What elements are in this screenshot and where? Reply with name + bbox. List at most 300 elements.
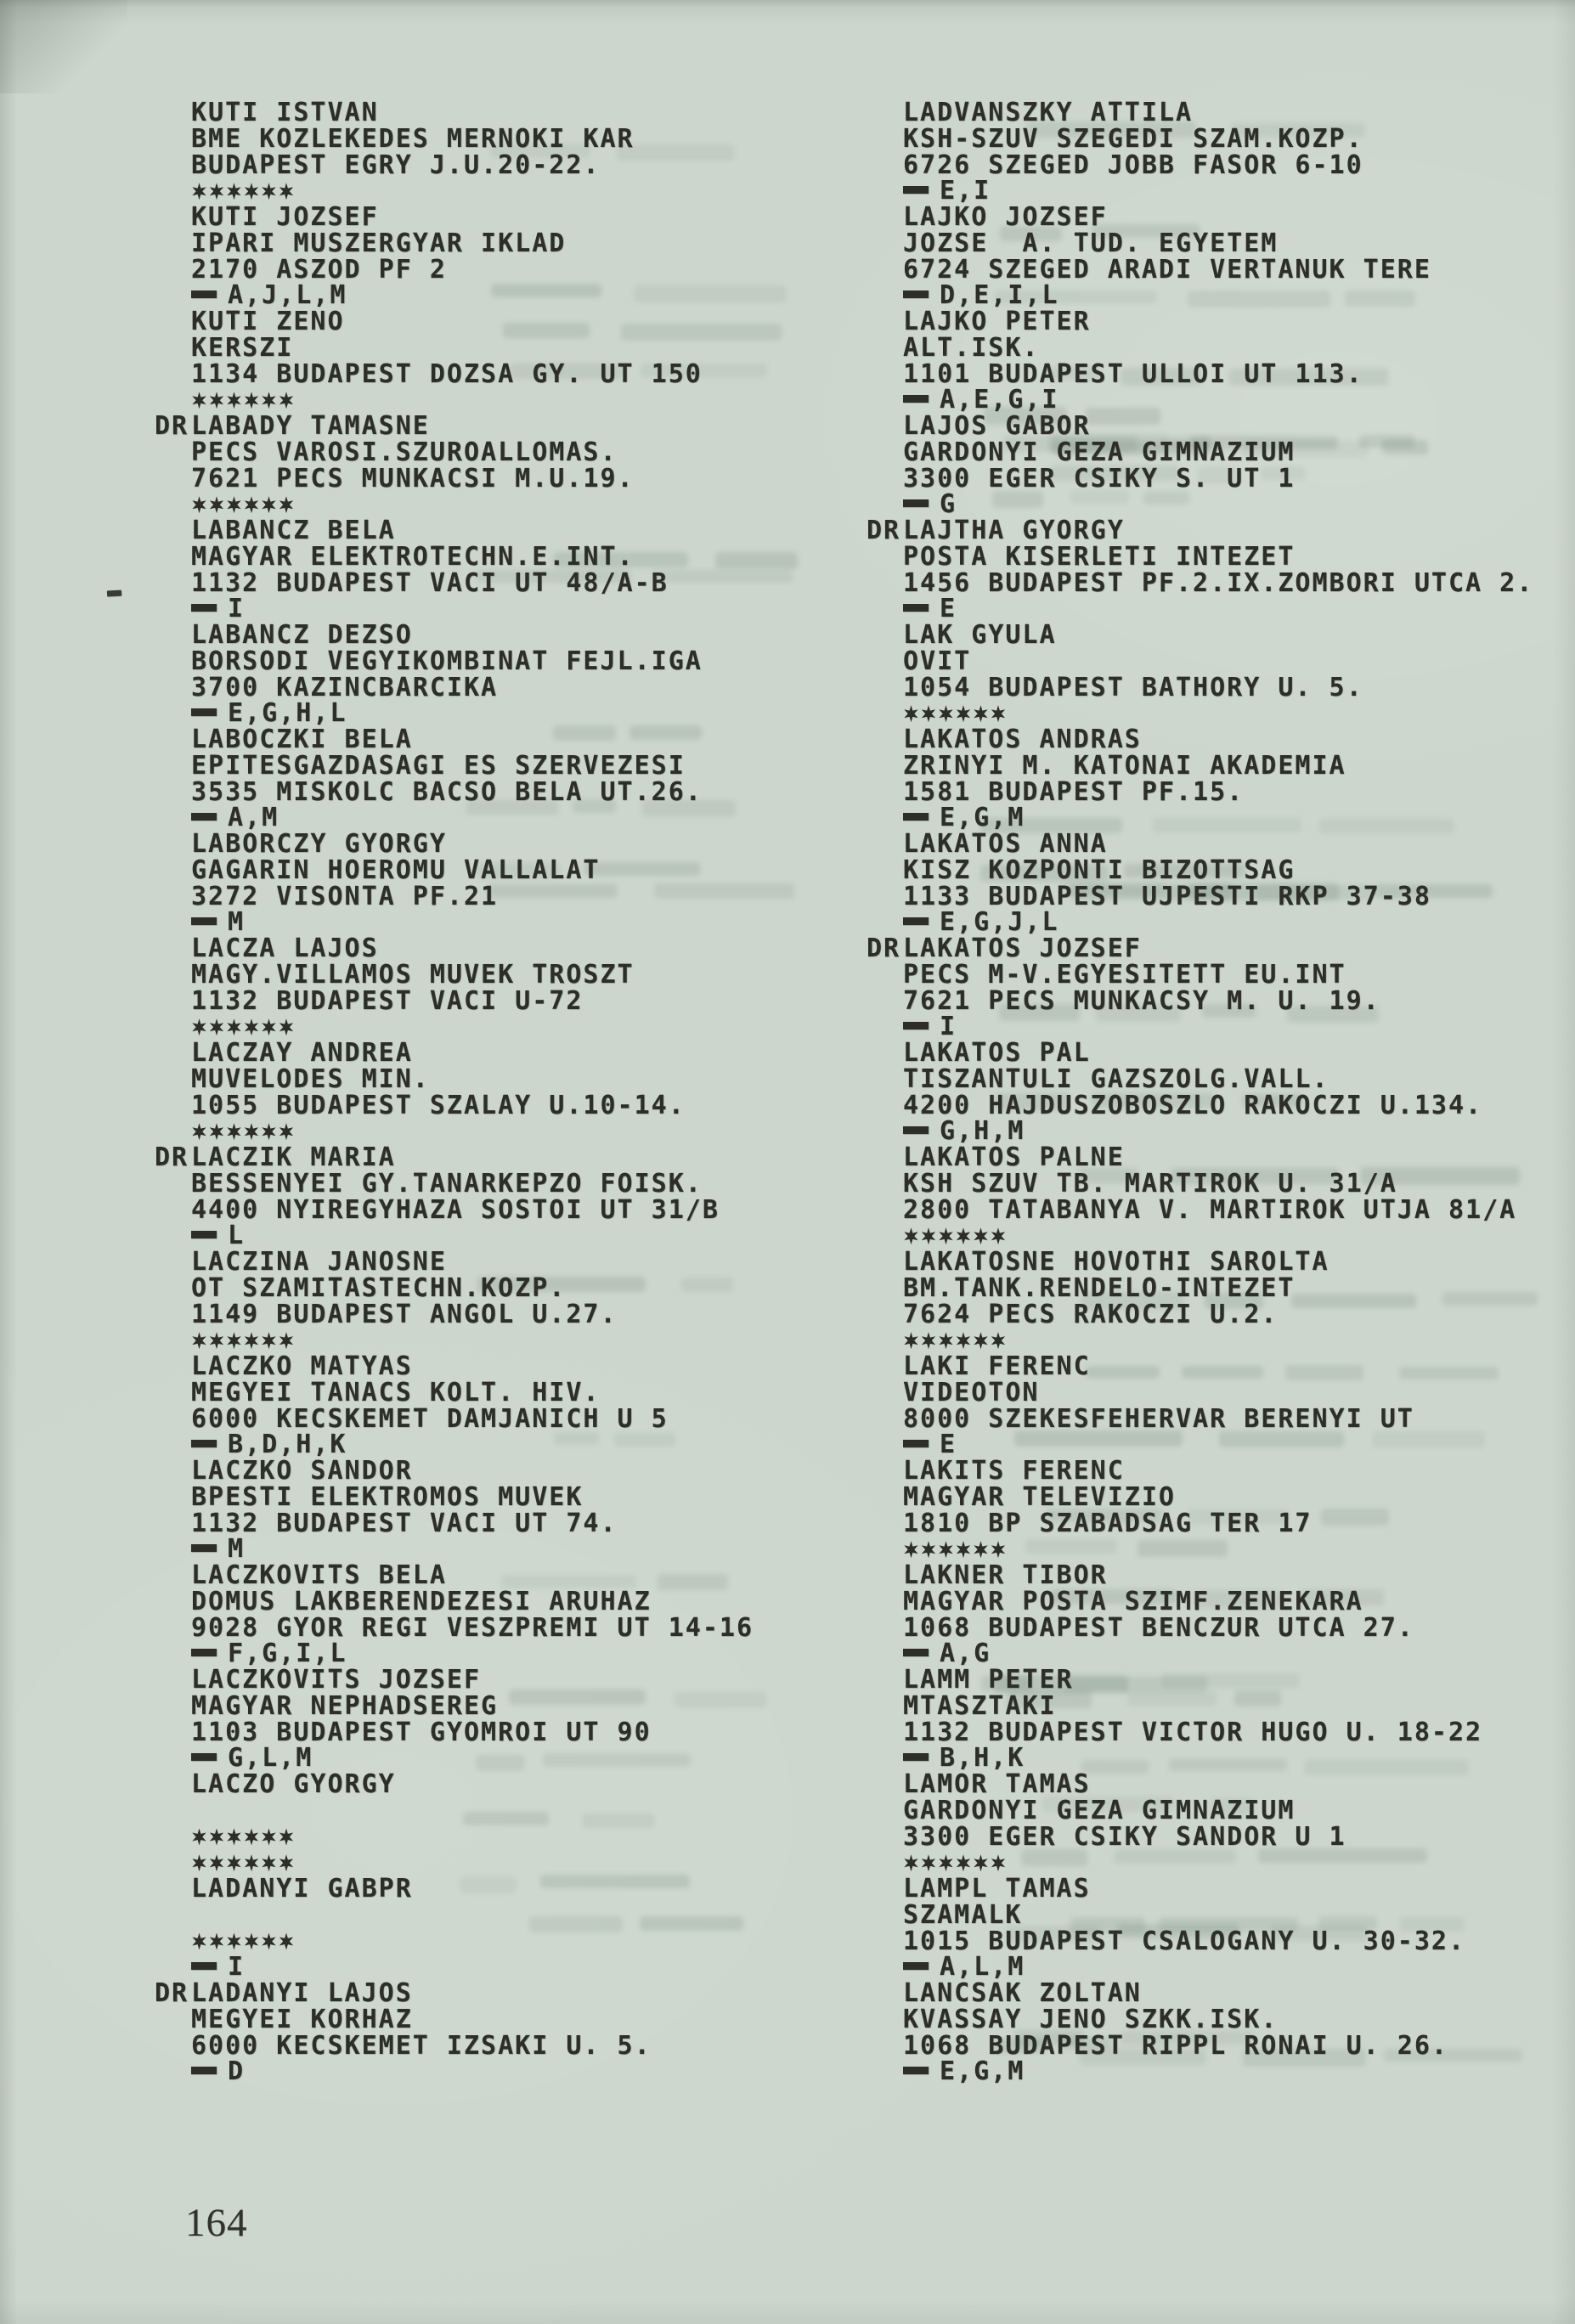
directory-text-line bbox=[191, 1063, 871, 1094]
line-text: SZAMALK bbox=[903, 1899, 1023, 1930]
directory-text-line bbox=[903, 411, 1575, 441]
separator-stars bbox=[191, 1328, 871, 1354]
code-letters: I bbox=[940, 1012, 957, 1042]
line-text: LACZKO SANDOR bbox=[191, 1456, 413, 1486]
separator-stars bbox=[903, 1223, 1575, 1249]
directory-text-line bbox=[903, 1038, 1575, 1068]
star-glyph bbox=[244, 1123, 260, 1140]
directory-text-line bbox=[191, 1377, 871, 1407]
line-text: LABANCZ BELA bbox=[191, 516, 396, 545]
directory-text-line bbox=[191, 437, 871, 467]
page-corner-shadow bbox=[0, 0, 127, 93]
directory-text-line bbox=[191, 1690, 871, 1721]
star-glyph bbox=[991, 1332, 1007, 1349]
code-letters: I bbox=[228, 594, 246, 624]
codes-line bbox=[191, 1743, 871, 1774]
line-text: 3535 MISKOLC BACSO BELA UT.26. bbox=[191, 776, 703, 807]
directory-text-line bbox=[903, 2030, 1575, 2061]
directory-text-line bbox=[191, 541, 871, 572]
code-letters: A,L,M bbox=[940, 1952, 1025, 1983]
code-letters: A,E,G,I bbox=[940, 385, 1059, 415]
star-glyph bbox=[191, 1829, 207, 1846]
blank-line bbox=[191, 1798, 871, 1825]
directory-text-line bbox=[903, 829, 1575, 859]
line-text: LAKATOSNE HOVOTHI SAROLTA bbox=[903, 1247, 1329, 1277]
separator-stars bbox=[191, 1850, 871, 1876]
directory-text-line bbox=[903, 332, 1575, 363]
dash-marker bbox=[903, 1753, 929, 1761]
star-glyph bbox=[903, 1332, 919, 1349]
directory-text-line bbox=[903, 1926, 1575, 1956]
separator-stars bbox=[191, 387, 871, 414]
directory-column-right bbox=[867, 98, 1575, 2087]
code-letters: D bbox=[228, 2056, 246, 2087]
star-glyph bbox=[209, 1829, 225, 1846]
line-text: 1456 BUDAPEST PF.2.IX.ZOMBORI UTCA 2. bbox=[903, 567, 1534, 598]
star-glyph bbox=[991, 1854, 1007, 1871]
directory-text-line bbox=[903, 1876, 1575, 1903]
line-text: 7624 PECS RAKOCZI U.2. bbox=[903, 1299, 1279, 1329]
codes-line bbox=[903, 1743, 1575, 1774]
code-letters: L bbox=[228, 1221, 246, 1251]
line-text: BPESTI ELEKTROMOS MUVEK bbox=[191, 1481, 584, 1512]
directory-text-line bbox=[191, 100, 871, 127]
star-glyph bbox=[244, 1829, 260, 1846]
line-text: 1132 BUDAPEST VACI UT 48/A-B bbox=[191, 567, 669, 598]
line-text: LAKATOS PAL bbox=[903, 1038, 1091, 1068]
directory-text-line bbox=[191, 567, 871, 598]
line-text: 8000 SZEKESFEHERVAR BERENYI UT bbox=[903, 1403, 1414, 1434]
star-glyph bbox=[921, 1332, 937, 1349]
dash-marker bbox=[903, 395, 929, 403]
directory-text-line bbox=[903, 1899, 1575, 1930]
star-glyph bbox=[261, 1854, 277, 1871]
line-text: LAKNER TIBOR bbox=[903, 1560, 1108, 1590]
line-text: 1068 BUDAPEST RIPPL RONAI U. 26. bbox=[903, 2030, 1448, 2061]
line-text: KSH-SZUV SZEGEDI SZAM.KOZP. bbox=[903, 123, 1363, 154]
line-text: PECS M-V.EGYESITETT EU.INT bbox=[903, 959, 1346, 990]
line-text: BM.TANK.RENDELO-INTEZET bbox=[903, 1272, 1296, 1303]
separator-stars bbox=[191, 1014, 871, 1041]
directory-text-line bbox=[903, 1481, 1575, 1512]
codes-line bbox=[903, 178, 1575, 205]
line-text: 1133 BUDAPEST UJPESTI RKP 37-38 bbox=[903, 881, 1431, 911]
star-glyph bbox=[209, 183, 225, 200]
directory-text-line bbox=[191, 1717, 871, 1747]
code-letters: E,G,H,L bbox=[228, 698, 347, 729]
code-letters: A,M bbox=[228, 803, 279, 833]
directory-text-line bbox=[191, 776, 871, 807]
directory-text-line bbox=[903, 985, 1575, 1016]
line-text: 1132 BUDAPEST VACI UT 74. bbox=[191, 1508, 618, 1538]
directory-text-line bbox=[191, 1090, 871, 1120]
star-glyph bbox=[279, 1829, 295, 1846]
codes-line bbox=[191, 2056, 871, 2087]
line-text: MEGYEI KORHAZ bbox=[191, 2004, 413, 2034]
star-glyph bbox=[973, 1227, 989, 1244]
star-glyph bbox=[261, 1018, 277, 1035]
code-letters: A,J,L,M bbox=[228, 280, 347, 311]
directory-text-line bbox=[903, 358, 1575, 389]
directory-text-line bbox=[191, 2004, 871, 2034]
line-text: GARDONYI GEZA GIMNAZIUM bbox=[903, 437, 1296, 467]
line-text: LADANYI GABPR bbox=[191, 1874, 413, 1904]
codes-line bbox=[903, 1116, 1575, 1147]
directory-text-line bbox=[191, 750, 871, 781]
line-text: LACZO GYORGY bbox=[191, 1769, 396, 1799]
star-glyph bbox=[226, 1332, 242, 1349]
line-text: 6726 SZEGED JOBB FASOR 6-10 bbox=[903, 149, 1363, 180]
line-text: KUTI JOZSEF bbox=[191, 202, 379, 232]
dash-marker bbox=[191, 1753, 217, 1761]
directory-text-line bbox=[903, 1403, 1575, 1434]
star-glyph bbox=[191, 392, 207, 409]
directory-text-line bbox=[903, 1272, 1575, 1303]
dash-marker bbox=[191, 604, 217, 612]
star-glyph bbox=[226, 1933, 242, 1950]
codes-line bbox=[191, 1432, 871, 1458]
directory-text-line bbox=[903, 1586, 1575, 1616]
code-letters: G,L,M bbox=[228, 1743, 313, 1774]
directory-text-line bbox=[903, 567, 1575, 598]
line-text: 1132 BUDAPEST VICTOR HUGO U. 18-22 bbox=[903, 1717, 1483, 1747]
dash-marker bbox=[903, 604, 929, 612]
codes-line bbox=[191, 1534, 871, 1565]
star-glyph bbox=[261, 1829, 277, 1846]
line-text: GARDONYI GEZA GIMNAZIUM bbox=[903, 1795, 1296, 1825]
line-text: TISZANTULI GAZSZOLG.VALL. bbox=[903, 1063, 1329, 1094]
line-text: LAJKO JOZSEF bbox=[903, 202, 1108, 232]
star-glyph bbox=[244, 496, 260, 513]
line-text: LACZKOVITS BELA bbox=[191, 1560, 447, 1590]
codes-line bbox=[903, 805, 1575, 832]
line-text: LACZKOVITS JOZSEF bbox=[191, 1665, 482, 1695]
star-glyph bbox=[261, 1123, 277, 1140]
line-text: KERSZI bbox=[191, 332, 294, 363]
star-glyph bbox=[191, 1933, 207, 1950]
directory-text-line bbox=[903, 1299, 1575, 1329]
star-glyph bbox=[973, 1541, 989, 1558]
line-text: DOMUS LAKBERENDEZESI ARUHAZ bbox=[191, 1586, 652, 1616]
codes-line bbox=[903, 1432, 1575, 1458]
directory-text-line bbox=[903, 881, 1575, 911]
star-glyph bbox=[279, 1854, 295, 1871]
dash-marker bbox=[191, 290, 217, 298]
line-text: KUTI ZENO bbox=[191, 307, 345, 336]
directory-text-line bbox=[903, 100, 1575, 127]
directory-text-line bbox=[191, 149, 871, 180]
directory-text-line bbox=[903, 1090, 1575, 1120]
directory-text-line bbox=[191, 646, 871, 676]
line-text: KSH SZUV TB. MARTIROK U. 31/A bbox=[903, 1168, 1397, 1199]
star-glyph bbox=[956, 1332, 972, 1349]
codes-line bbox=[903, 1014, 1575, 1041]
line-text: 3272 VISONTA PF.21 bbox=[191, 881, 499, 911]
blank-line bbox=[191, 1903, 871, 1929]
star-glyph bbox=[938, 1541, 954, 1558]
directory-text-line bbox=[191, 1876, 871, 1903]
directory-text-line bbox=[191, 1168, 871, 1199]
line-text: OVIT bbox=[903, 646, 972, 676]
directory-text-line bbox=[191, 463, 871, 494]
code-letters: E,G,J,L bbox=[940, 907, 1059, 938]
code-letters: B,D,H,K bbox=[228, 1430, 347, 1460]
star-glyph bbox=[226, 1829, 242, 1846]
directory-text-line bbox=[191, 1299, 871, 1329]
line-text: IPARI MUSZERGYAR IKLAD bbox=[191, 228, 567, 258]
directory-text-line bbox=[903, 149, 1575, 180]
line-text: LACZAY ANDREA bbox=[191, 1038, 413, 1068]
star-glyph bbox=[973, 705, 989, 722]
star-glyph bbox=[903, 1541, 919, 1558]
directory-text-line bbox=[903, 1142, 1575, 1172]
directory-text-line bbox=[191, 1586, 871, 1616]
line-text: 2170 ASZOD PF 2 bbox=[191, 254, 447, 285]
directory-text-line bbox=[903, 1821, 1575, 1852]
line-text: LANCSAK ZOLTAN bbox=[903, 1978, 1142, 2008]
star-glyph bbox=[991, 1227, 1007, 1244]
directory-text-line bbox=[191, 1351, 871, 1381]
directory-text-line bbox=[903, 437, 1575, 467]
star-glyph bbox=[226, 1854, 242, 1871]
star-glyph bbox=[938, 1227, 954, 1244]
star-glyph bbox=[903, 1227, 919, 1244]
dash-marker bbox=[903, 499, 929, 507]
star-glyph bbox=[938, 705, 954, 722]
line-text: 9028 GYOR REGI VESZPREMI UT 14-16 bbox=[191, 1612, 754, 1643]
line-text: ZRINYI M. KATONAI AKADEMIA bbox=[903, 750, 1346, 781]
star-glyph bbox=[226, 183, 242, 200]
line-text: MAGYAR TELEVIZIO bbox=[903, 1481, 1176, 1512]
star-glyph bbox=[209, 1332, 225, 1349]
directory-text-line bbox=[903, 1194, 1575, 1225]
directory-text-line bbox=[903, 123, 1575, 154]
star-glyph bbox=[261, 392, 277, 409]
line-text: BME KOZLEKEDES MERNOKI KAR bbox=[191, 123, 635, 154]
star-glyph bbox=[279, 1018, 295, 1035]
directory-text-line bbox=[903, 463, 1575, 494]
directory-text-line bbox=[903, 254, 1575, 285]
codes-line bbox=[903, 907, 1575, 938]
directory-text-line bbox=[903, 1978, 1575, 2008]
directory-text-line bbox=[191, 936, 871, 962]
doctor-prefix: DR bbox=[155, 1978, 189, 2008]
line-text: 1101 BUDAPEST ULLOI UT 113. bbox=[903, 358, 1363, 389]
dash-marker bbox=[191, 1649, 217, 1656]
separator-stars bbox=[903, 1537, 1575, 1563]
codes-line bbox=[903, 2056, 1575, 2087]
star-glyph bbox=[261, 1933, 277, 1950]
dash-marker bbox=[191, 2067, 217, 2074]
dash-marker bbox=[903, 1440, 929, 1447]
directory-text-line bbox=[191, 1194, 871, 1225]
code-letters: E,G,M bbox=[940, 2056, 1025, 2087]
star-glyph bbox=[209, 392, 225, 409]
dash-marker bbox=[903, 813, 929, 821]
directory-text-line bbox=[903, 959, 1575, 990]
star-glyph bbox=[991, 1541, 1007, 1558]
line-text: LABORCZY GYORGY bbox=[191, 829, 447, 859]
separator-stars bbox=[191, 492, 871, 518]
directory-text-line bbox=[903, 750, 1575, 781]
star-glyph bbox=[956, 1541, 972, 1558]
line-text: 1055 BUDAPEST SZALAY U.10-14. bbox=[191, 1090, 686, 1120]
star-glyph bbox=[191, 496, 207, 513]
dash-marker bbox=[903, 917, 929, 925]
code-letters: B,H,K bbox=[940, 1743, 1025, 1774]
doctor-prefix: DR bbox=[155, 411, 189, 441]
star-glyph bbox=[921, 705, 937, 722]
directory-text-line bbox=[191, 1667, 871, 1694]
directory-text-line bbox=[191, 672, 871, 702]
line-text: OT SZAMITASTECHN.KOZP. bbox=[191, 1272, 567, 1303]
code-letters: F,G,I,L bbox=[228, 1639, 347, 1669]
line-text: LABANCZ DEZSO bbox=[191, 620, 413, 650]
directory-text-line bbox=[903, 1717, 1575, 1747]
line-text: MAGYAR ELEKTROTECHN.E.INT. bbox=[191, 541, 635, 572]
directory-text-line bbox=[867, 516, 1575, 545]
code-letters: A,G bbox=[940, 1639, 991, 1669]
directory-text-line bbox=[155, 1978, 871, 2008]
star-glyph bbox=[903, 705, 919, 722]
line-text: LAK GYULA bbox=[903, 620, 1057, 650]
line-text: 6724 SZEGED ARADI VERTANUK TERE bbox=[903, 254, 1431, 285]
separator-stars bbox=[903, 1850, 1575, 1876]
directory-text-line bbox=[191, 202, 871, 232]
directory-text-line bbox=[191, 829, 871, 859]
directory-text-line bbox=[903, 1508, 1575, 1538]
line-text: BORSODI VEGYIKOMBINAT FEJL.IGA bbox=[191, 646, 703, 676]
line-text: LAKATOS PALNE bbox=[903, 1142, 1125, 1172]
line-text: MUVELODES MIN. bbox=[191, 1063, 430, 1094]
line-text: LADANYI LAJOS bbox=[191, 1978, 413, 2008]
line-text: BESSENYEI GY.TANARKEPZO FOISK. bbox=[191, 1168, 703, 1199]
directory-text-line bbox=[903, 2004, 1575, 2034]
star-glyph bbox=[261, 496, 277, 513]
directory-text-line bbox=[155, 411, 871, 441]
dash-marker bbox=[191, 1231, 217, 1238]
code-letters: E bbox=[940, 594, 957, 624]
star-glyph bbox=[209, 1018, 225, 1035]
star-glyph bbox=[938, 1332, 954, 1349]
star-glyph bbox=[279, 496, 295, 513]
separator-stars bbox=[903, 1328, 1575, 1354]
star-glyph bbox=[191, 1854, 207, 1871]
dash-marker bbox=[191, 1544, 217, 1552]
codes-line bbox=[903, 280, 1575, 311]
star-glyph bbox=[279, 183, 295, 200]
directory-text-line bbox=[903, 202, 1575, 232]
line-text: KVASSAY JENO SZKK.ISK. bbox=[903, 2004, 1279, 2034]
line-text: 1054 BUDAPEST BATHORY U. 5. bbox=[903, 672, 1363, 702]
line-text: LAKATOS JOZSEF bbox=[903, 934, 1142, 963]
directory-text-line bbox=[191, 1508, 871, 1538]
dash-marker bbox=[903, 186, 929, 194]
dash-marker bbox=[191, 917, 217, 925]
directory-text-line bbox=[903, 1667, 1575, 1694]
line-text: 1581 BUDAPEST PF.15. bbox=[903, 776, 1245, 807]
directory-text-line bbox=[191, 881, 871, 911]
star-glyph bbox=[244, 183, 260, 200]
star-glyph bbox=[226, 1123, 242, 1140]
line-text: VIDEOTON bbox=[903, 1377, 1040, 1407]
directory-text-line bbox=[191, 1272, 871, 1303]
star-glyph bbox=[938, 1854, 954, 1871]
star-glyph bbox=[279, 392, 295, 409]
directory-text-line bbox=[903, 1168, 1575, 1199]
directory-text-line bbox=[903, 1377, 1575, 1407]
line-text: BUDAPEST EGRY J.U.20-22. bbox=[191, 149, 601, 180]
directory-text-line bbox=[903, 1769, 1575, 1799]
line-text: LAMPL TAMAS bbox=[903, 1874, 1091, 1904]
directory-text-line bbox=[155, 1142, 871, 1172]
line-text: LAJKO PETER bbox=[903, 307, 1091, 336]
star-glyph bbox=[244, 1933, 260, 1950]
directory-text-line bbox=[903, 541, 1575, 572]
directory-text-line bbox=[191, 332, 871, 363]
dash-marker bbox=[191, 813, 217, 821]
line-text: GAGARIN HOEROMU VALLALAT bbox=[191, 855, 601, 885]
line-text: LAJTHA GYORGY bbox=[903, 516, 1125, 545]
directory-text-line bbox=[191, 358, 871, 389]
code-letters: D,E,I,L bbox=[940, 280, 1059, 311]
code-letters: E,G,M bbox=[940, 803, 1025, 833]
star-glyph bbox=[973, 1332, 989, 1349]
dash-marker bbox=[903, 1962, 929, 1970]
star-glyph bbox=[956, 705, 972, 722]
directory-text-line bbox=[903, 1560, 1575, 1590]
directory-text-line bbox=[191, 620, 871, 650]
directory-text-line bbox=[903, 646, 1575, 676]
line-text: LABOCZKI BELA bbox=[191, 725, 413, 754]
dash-marker bbox=[903, 1126, 929, 1134]
code-letters: E,I bbox=[940, 176, 991, 206]
line-text: 2800 TATABANYA V. MARTIROK UTJA 81/A bbox=[903, 1194, 1517, 1225]
star-glyph bbox=[191, 1332, 207, 1349]
directory-column-left bbox=[155, 98, 871, 2087]
doctor-prefix: DR bbox=[867, 934, 901, 963]
star-glyph bbox=[226, 1018, 242, 1035]
line-text: 3700 KAZINCBARCIKA bbox=[191, 672, 499, 702]
codes-line bbox=[191, 698, 871, 729]
directory-text-line bbox=[903, 1063, 1575, 1094]
line-text: LAKITS FERENC bbox=[903, 1456, 1125, 1486]
star-glyph bbox=[261, 1332, 277, 1349]
line-text: 6000 KECSKEMET IZSAKI U. 5. bbox=[191, 2030, 652, 2061]
line-text: 1132 BUDAPEST VACI U-72 bbox=[191, 985, 584, 1016]
doctor-prefix: DR bbox=[867, 516, 901, 545]
code-letters: I bbox=[228, 1952, 246, 1983]
line-text: JOZSE A. TUD. EGYETEM bbox=[903, 228, 1279, 258]
directory-text-line bbox=[867, 934, 1575, 963]
star-glyph bbox=[279, 1933, 295, 1950]
directory-text-line bbox=[903, 1690, 1575, 1721]
codes-line bbox=[191, 280, 871, 311]
star-glyph bbox=[209, 496, 225, 513]
line-text: LACZIK MARIA bbox=[191, 1142, 396, 1172]
line-text: LAMOR TAMAS bbox=[903, 1769, 1091, 1799]
line-text: KUTI ISTVAN bbox=[191, 98, 379, 127]
directory-text-line bbox=[191, 123, 871, 154]
star-glyph bbox=[903, 1854, 919, 1871]
star-glyph bbox=[991, 705, 1007, 722]
line-text: 1149 BUDAPEST ANGOL U.27. bbox=[191, 1299, 618, 1329]
star-glyph bbox=[279, 1332, 295, 1349]
line-text: LAKATOS ANNA bbox=[903, 829, 1108, 859]
codes-line bbox=[903, 596, 1575, 623]
line-text: LAMM PETER bbox=[903, 1665, 1074, 1695]
star-glyph bbox=[244, 1854, 260, 1871]
